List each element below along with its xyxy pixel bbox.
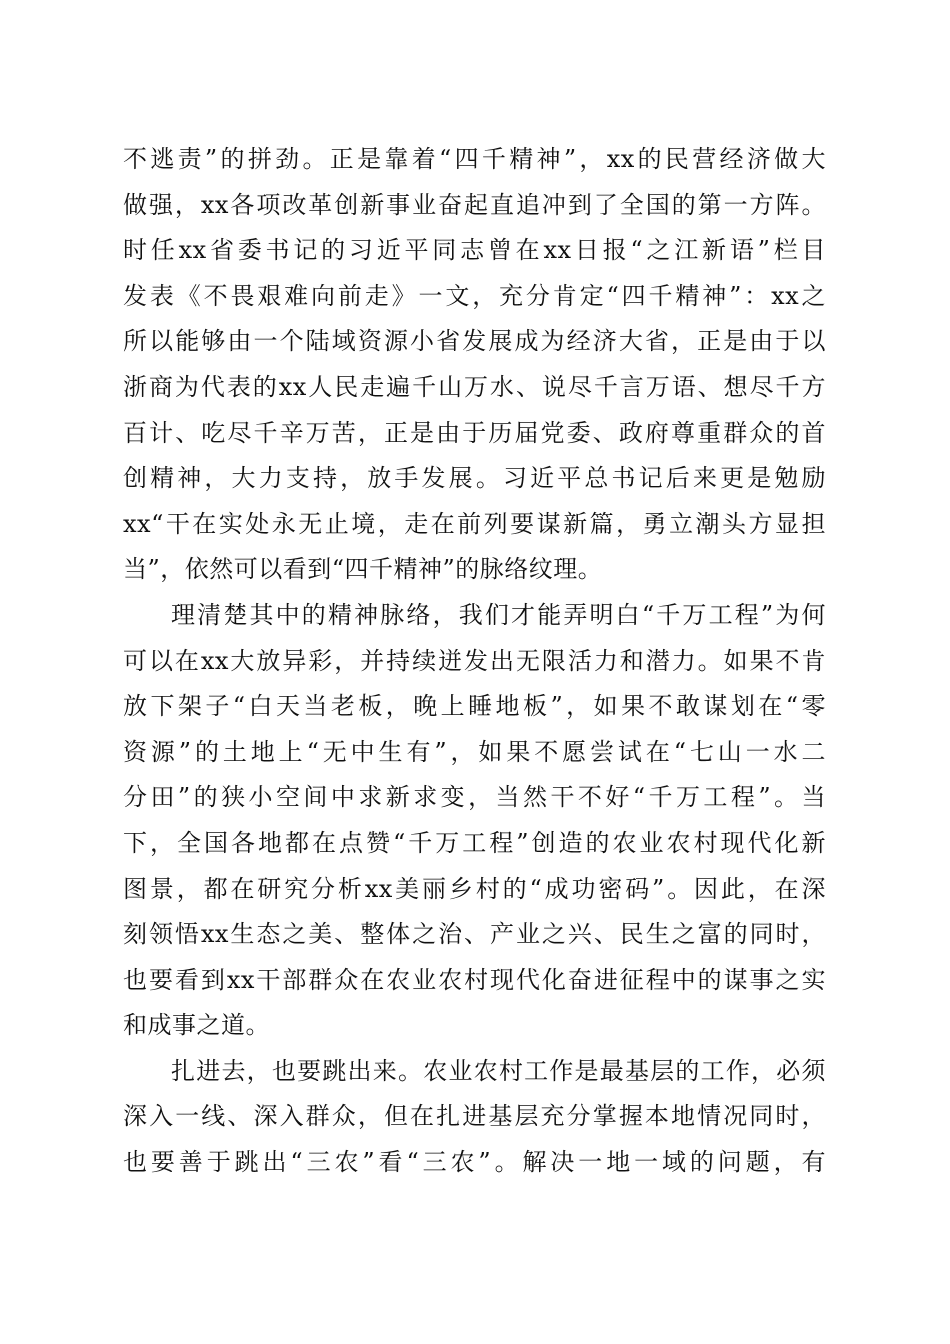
paragraph	[123, 1049, 826, 1186]
text-line: 图景，都在研究分析xx美丽乡村的“成功密码”。因此，在深	[123, 874, 826, 903]
text-line: 做强，xx各项改革创新事业奋起直追冲到了全国的第一方阵。	[123, 190, 826, 219]
text-line: 刻领悟xx生态之美、整体之治、产业之兴、民生之富的同时，	[123, 920, 826, 949]
text-line: 可以在xx大放异彩，并持续迸发出无限活力和潜力。如果不肯	[123, 646, 826, 675]
text-line: 时任xx省委书记的习近平同志曾在xx日报“之江新语”栏目	[123, 236, 826, 265]
text-line: 深入一线、深入群众，但在扎进基层充分掌握本地情况同时，	[123, 1102, 826, 1131]
document-page	[123, 137, 826, 1186]
text-line: 资源”的土地上“无中生有”，如果不愿尝试在“七山一水二	[123, 737, 826, 766]
text-line: 下，全国各地都在点赞“千万工程”创造的农业农村现代化新	[123, 828, 826, 857]
paragraph	[123, 593, 826, 1049]
text-line: xx“干在实处永无止境，走在前列要谋新篇，勇立潮头方显担	[123, 509, 826, 538]
paragraph	[123, 137, 826, 593]
text-line: 所以能够由一个陆域资源小省发展成为经济大省，正是由于以	[123, 327, 826, 356]
text-line: 创精神，大力支持，放手发展。习近平总书记后来更是勉励	[123, 464, 826, 493]
text-line: 理清楚其中的精神脉络，我们才能弄明白“千万工程”为何	[171, 600, 826, 629]
text-line: 也要看到xx干部群众在农业农村现代化奋进征程中的谋事之实	[123, 965, 826, 994]
text-line: 也要善于跳出“三农”看“三农”。解决一地一域的问题，有	[123, 1148, 826, 1177]
text-line: 浙商为代表的xx人民走遍千山万水、说尽千言万语、想尽千方	[123, 372, 826, 401]
text-line: 不逃责”的拼劲。正是靠着“四千精神”，xx的民营经济做大	[123, 145, 826, 173]
text-line: 和成事之道。	[123, 1011, 270, 1040]
text-line: 分田”的狭小空间中求新求变，当然干不好“千万工程”。当	[123, 783, 826, 812]
text-line: 当”，依然可以看到“四千精神”的脉络纹理。	[123, 555, 603, 584]
text-line: 放下架子“白天当老板，晚上睡地板”，如果不敢谋划在“零	[123, 692, 826, 721]
text-line: 扎进去，也要跳出来。农业农村工作是最基层的工作，必须	[171, 1056, 826, 1085]
text-line: 百计、吃尽千辛万苦，正是由于历届党委、政府尊重群众的首	[123, 418, 826, 447]
text-line: 发表《不畏艰难向前走》一文，充分肯定“四千精神”：xx之	[123, 281, 826, 310]
